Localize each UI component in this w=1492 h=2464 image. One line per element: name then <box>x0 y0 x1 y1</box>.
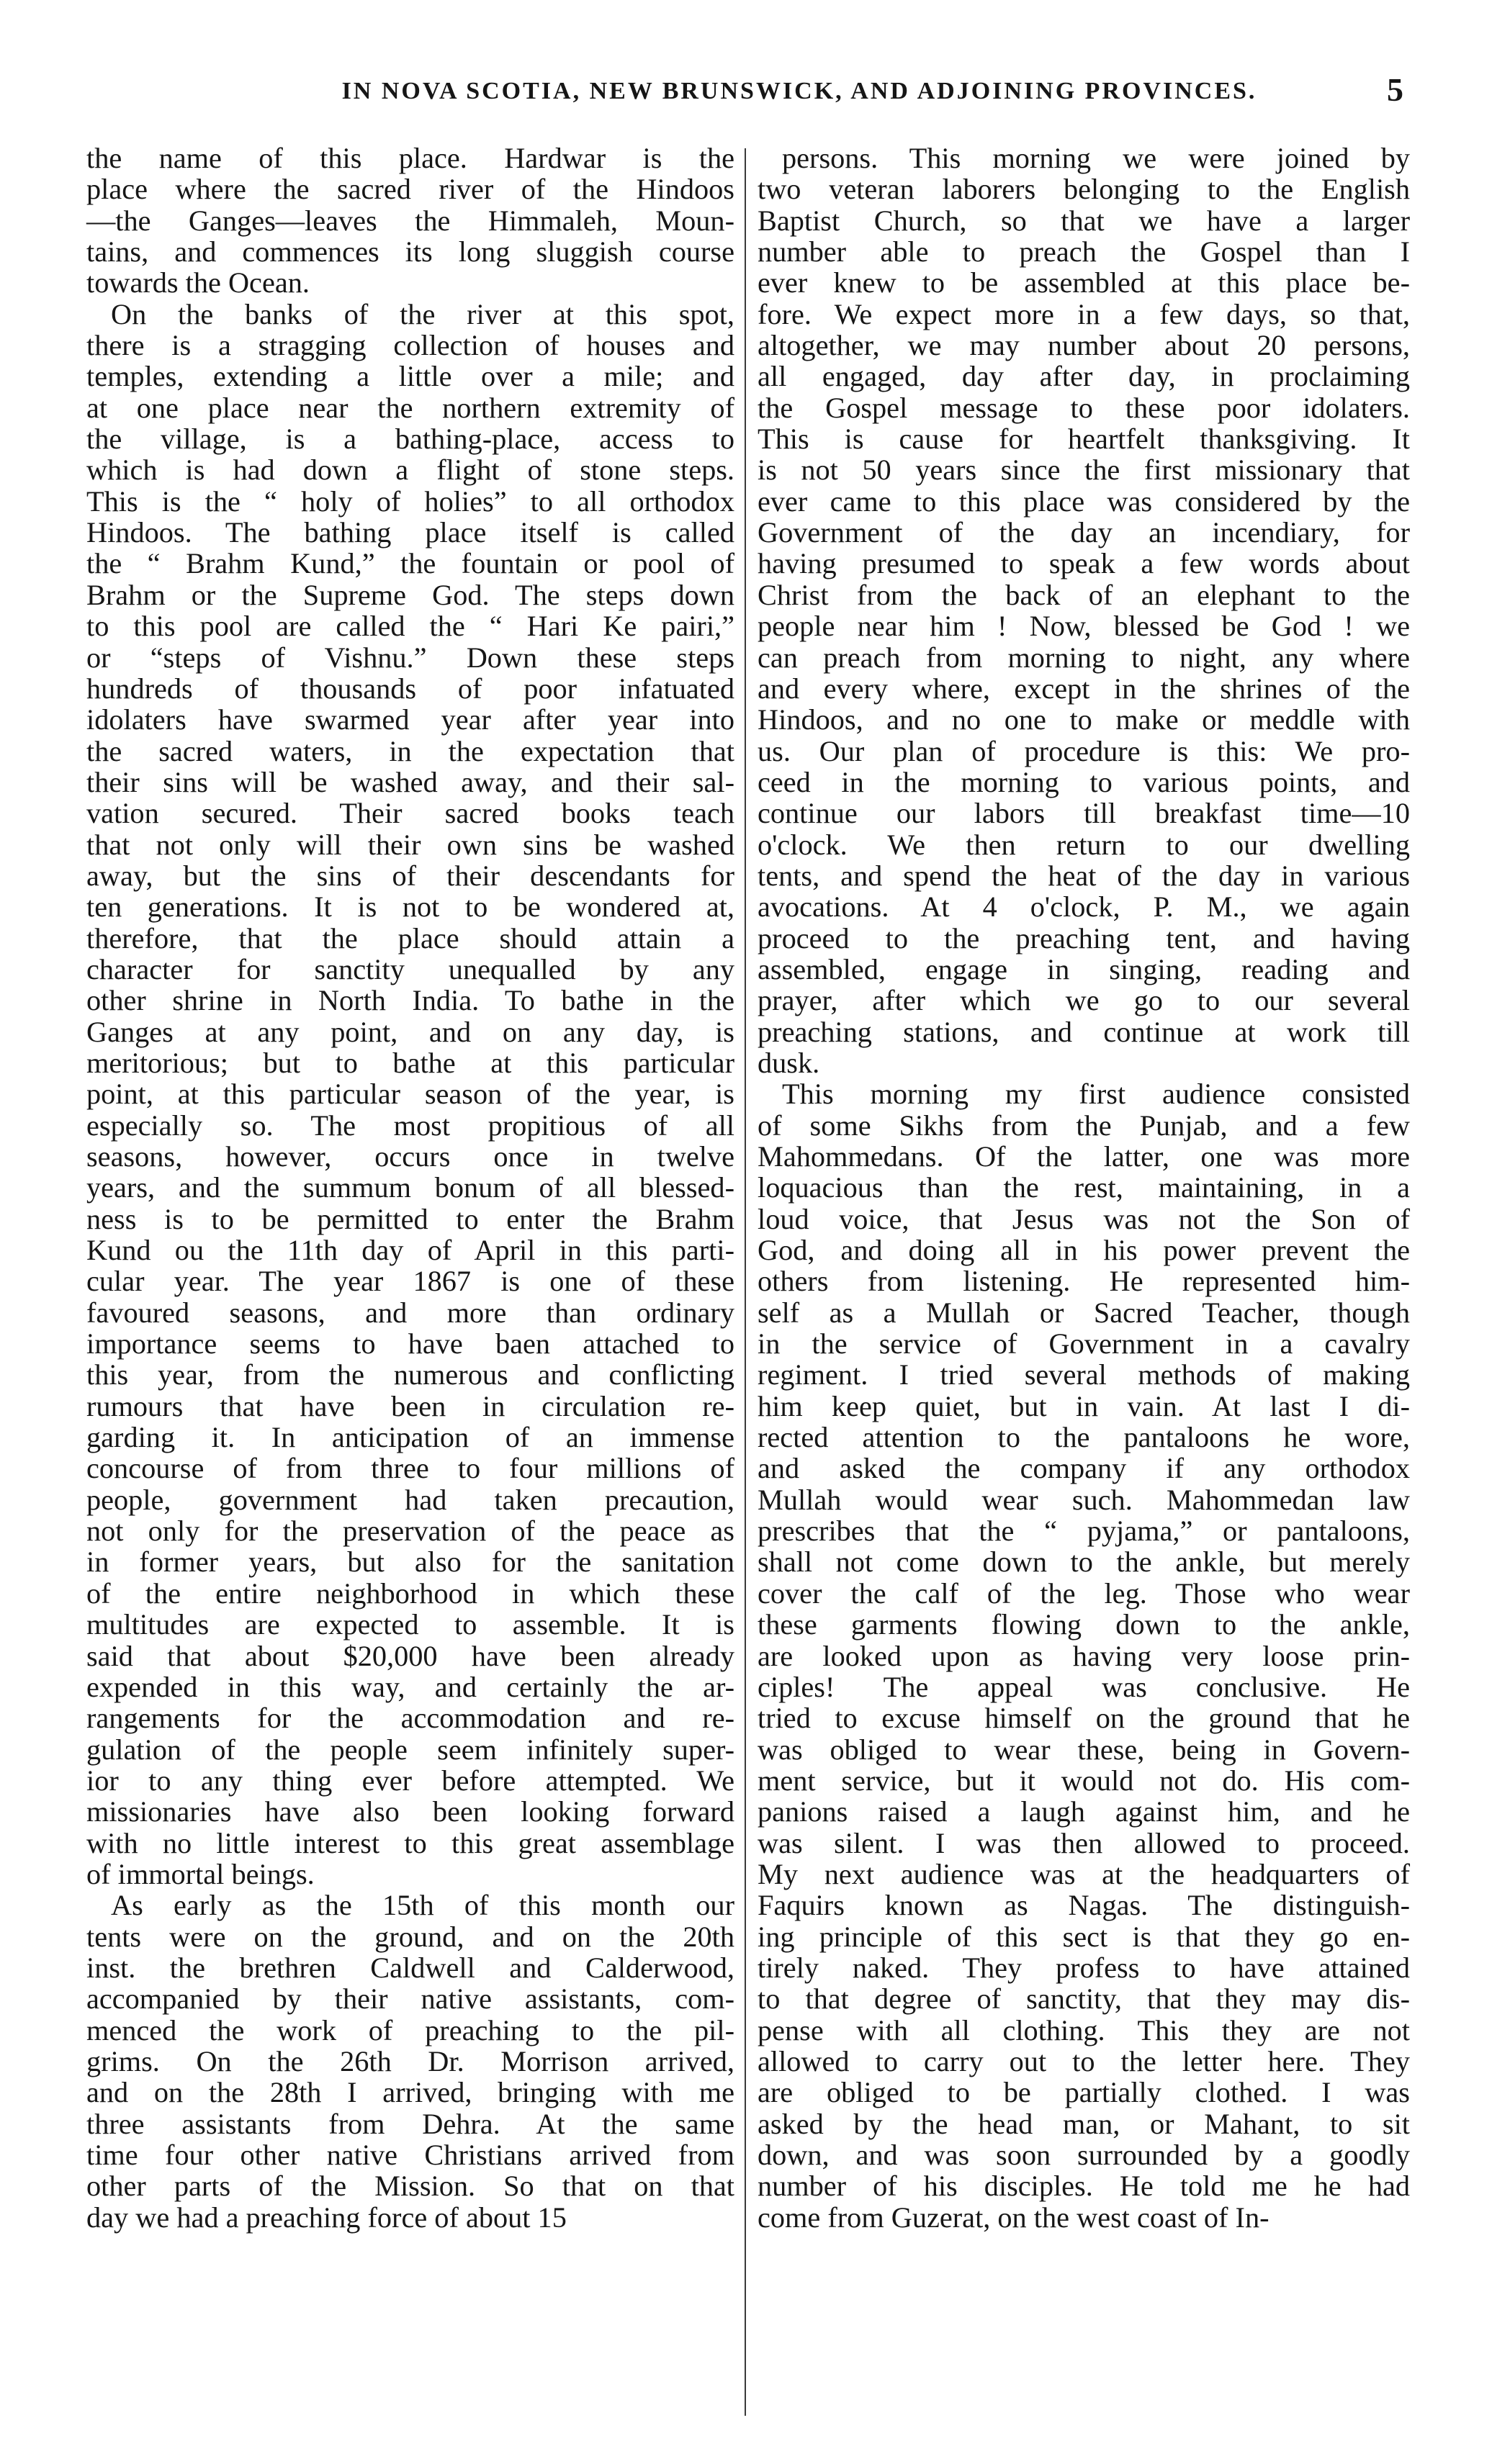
text-line: come from Guzerat, on the west coast of In- <box>758 2201 1269 2234</box>
text-line: pense with all clothing. This they are not <box>758 2013 1410 2046</box>
text-line: dusk. <box>758 1046 820 1079</box>
text-line: garding it. In anticipation of an immense <box>86 1421 734 1454</box>
text-line: the village, is a bathing-place, access to <box>86 423 734 456</box>
text-line: proceed to the preaching tent, and having <box>758 921 1410 955</box>
text-line: Baptist Church, so that we have a larger <box>758 204 1410 237</box>
text-line: ever knew to be assembled at this place be- <box>758 266 1410 299</box>
text-line: time four other native Christians arrived from <box>86 2139 734 2171</box>
text-line: importance seems to have baen attached to <box>86 1327 734 1360</box>
text-line: Brahm or the Supreme God. The steps down <box>86 578 734 611</box>
text-line: avocations. At 4 o'clock, P. M., we again <box>758 890 1410 924</box>
text-line: day we had a preaching force of about 15 <box>86 2201 567 2234</box>
text-line: vation secured. Their sacred books teach <box>86 797 734 830</box>
text-line: assembled, engage in singing, reading and <box>758 952 1410 985</box>
text-line: other parts of the Mission. So that on that <box>86 2170 734 2203</box>
text-line: him keep quiet, but in vain. At last I di- <box>758 1389 1410 1422</box>
text-line: having presumed to speak a few words about <box>758 547 1410 580</box>
text-line: rected attention to the pantaloons he wore, <box>758 1421 1410 1454</box>
text-line: tirely naked. They profess to have attained <box>758 1951 1410 1984</box>
text-line: cover the calf of the leg. Those who wear <box>758 1576 1410 1610</box>
text-line: of the entire neighborhood in which these <box>86 1576 734 1610</box>
running-head: IN NOVA SCOTIA, NEW BRUNSWICK, AND ADJOINING PROVINCES. <box>341 78 1257 104</box>
text-line: —the Ganges—leaves the Himmaleh, Moun- <box>86 204 734 237</box>
text-line: towards the Ocean. <box>86 266 310 299</box>
text-line: multitudes are expected to assemble. It is <box>86 1608 734 1641</box>
page-number: 5 <box>1387 71 1403 108</box>
text-line: us. Our plan of procedure is this: We pro- <box>758 734 1410 767</box>
text-line: ever came to this place was considered by the <box>758 484 1410 518</box>
text-line: Kund ou the 11th day of April in this parti- <box>86 1234 734 1267</box>
text-line: inst. the brethren Caldwell and Calderwood, <box>86 1951 734 1984</box>
text-line: Hindoos. The bathing place itself is called <box>86 516 734 549</box>
text-line: can preach from morning to night, any where <box>758 641 1410 674</box>
text-line: and asked the company if any orthodox <box>758 1452 1410 1485</box>
text-line: especially so. The most propitious of all <box>86 1109 734 1142</box>
text-line: the sacred waters, in the expectation that <box>86 734 734 767</box>
right-column <box>758 143 1410 2233</box>
text-line: persons. This morning we were joined by <box>782 142 1410 174</box>
text-line: ior to any thing ever before attempted. We <box>86 1764 734 1797</box>
text-line: there is a stragging collection of houses and <box>86 329 734 362</box>
text-line: which is had down a flight of stone steps. <box>86 453 734 487</box>
text-line: of immortal beings. <box>86 1857 315 1890</box>
text-line: prayer, after which we go to our several <box>758 984 1410 1017</box>
text-line: prescribes that the “ pyjama,” or pantaloons, <box>758 1515 1410 1548</box>
text-line: gulation of the people seem infinitely super- <box>86 1733 734 1766</box>
text-line: seasons, however, occurs once in twelve <box>86 1140 734 1173</box>
text-line: continue our labors till breakfast time—10 <box>758 797 1410 830</box>
text-line: Ganges at any point, and on any day, is <box>86 1015 734 1048</box>
text-line: ceed in the morning to various points, and <box>758 765 1410 798</box>
text-line: Hindoos, and no one to make or meddle with <box>758 703 1410 736</box>
text-line: is not 50 years since the first missionary that <box>758 453 1410 487</box>
text-line: with no little interest to this great assemblage <box>86 1826 734 1859</box>
text-line: not only for the preservation of the peace as <box>86 1515 734 1548</box>
text-line: are obliged to be partially clothed. I was <box>758 2076 1410 2109</box>
text-line: in the service of Government in a cavalry <box>758 1327 1410 1360</box>
text-line: o'clock. We then return to our dwelling <box>758 828 1410 861</box>
text-line: years, and the summum bonum of all blessed- <box>86 1171 734 1204</box>
text-line: or “steps of Vishnu.” Down these steps <box>86 641 734 674</box>
text-line: are looked upon as having very loose prin- <box>758 1639 1410 1672</box>
text-line: This morning my first audience consisted <box>782 1078 1410 1111</box>
text-line: other shrine in North India. To bathe in the <box>86 984 734 1017</box>
text-line: in former years, but also for the sanitation <box>86 1545 734 1579</box>
text-line: people near him ! Now, blessed be God ! we <box>758 610 1410 643</box>
text-line: On the banks of the river at this spot, <box>111 297 734 330</box>
text-line: point, at this particular season of the year, is <box>86 1078 734 1111</box>
text-line: loud voice, that Jesus was not the Son of <box>758 1202 1410 1235</box>
text-line: temples, extending a little over a mile; and <box>86 360 734 393</box>
text-line: was obliged to wear these, being in Govern- <box>758 1733 1410 1766</box>
text-line: fore. We expect more in a few days, so that, <box>758 297 1410 330</box>
text-line: loquacious than the rest, maintaining, in a <box>758 1171 1410 1204</box>
text-line: away, but the sins of their descendants for <box>86 859 734 892</box>
text-line: their sins will be washed away, and their sal- <box>86 765 734 798</box>
text-line: ment service, but it would not do. His com- <box>758 1764 1410 1797</box>
text-line: that not only will their own sins be washed <box>86 828 734 861</box>
text-line: allowed to carry out to the letter here. They <box>758 2044 1410 2077</box>
text-line: meritorious; but to bathe at this particular <box>86 1046 734 1079</box>
text-line: at one place near the northern extremity of <box>86 391 734 424</box>
text-line: Faquirs known as Nagas. The distinguish- <box>758 1889 1410 1922</box>
text-line: shall not come down to the ankle, but merely <box>758 1545 1410 1579</box>
text-line: ness is to be permitted to enter the Brahm <box>86 1202 734 1235</box>
text-line: three assistants from Dehra. At the same <box>86 2107 734 2140</box>
text-line: tents, and spend the heat of the day in various <box>758 859 1410 892</box>
text-line: said that about $20,000 have been already <box>86 1639 734 1672</box>
text-line: altogether, we may number about 20 persons, <box>758 329 1410 362</box>
text-line: menced the work of preaching to the pil- <box>86 2013 734 2046</box>
text-line: This is the “ holy of holies” to all orthodox <box>86 484 734 518</box>
paragraph <box>758 143 1410 1078</box>
text-line: hundreds of thousands of poor infatuated <box>86 672 734 705</box>
text-line: As early as the 15th of this month our <box>111 1889 734 1922</box>
paragraph <box>86 143 734 299</box>
text-line: preaching stations, and continue at work till <box>758 1015 1410 1048</box>
text-line: character for sanctity unequalled by any <box>86 952 734 985</box>
text-line: tains, and commences its long sluggish course <box>86 235 734 268</box>
text-line: rangements for the accommodation and re- <box>86 1702 734 1735</box>
text-line: God, and doing all in his power prevent the <box>758 1234 1410 1267</box>
text-line: to this pool are called the “ Hari Ke pairi,” <box>86 610 734 643</box>
text-line: grims. On the 26th Dr. Morrison arrived, <box>86 2044 734 2077</box>
text-line: regiment. I tried several methods of making <box>758 1358 1410 1391</box>
text-line: and on the 28th I arrived, bringing with me <box>86 2076 734 2109</box>
text-line: favoured seasons, and more than ordinary <box>86 1296 734 1329</box>
text-line: self as a Mullah or Sacred Teacher, though <box>758 1296 1410 1329</box>
text-line: missionaries have also been looking forward <box>86 1795 734 1828</box>
left-column <box>86 143 734 2233</box>
text-line: therefore, that the place should attain a <box>86 921 734 955</box>
text-line: asked by the head man, or Mahant, to sit <box>758 2107 1410 2140</box>
text-line: Christ from the back of an elephant to the <box>758 578 1410 611</box>
text-line: all engaged, day after day, in proclaiming <box>758 360 1410 393</box>
text-line: cular year. The year 1867 is one of these <box>86 1265 734 1298</box>
text-line: was silent. I was then allowed to proceed. <box>758 1826 1410 1859</box>
text-line: Government of the day an incendiary, for <box>758 516 1410 549</box>
text-line: ciples! The appeal was conclusive. He <box>758 1670 1410 1703</box>
text-line: This is cause for heartfelt thanksgiving. It <box>758 423 1410 456</box>
text-line: this year, from the numerous and conflicting <box>86 1358 734 1391</box>
text-line: down, and was soon surrounded by a goodly <box>758 2139 1410 2171</box>
text-line: Mullah would wear such. Mahommedan law <box>758 1483 1410 1516</box>
text-line: idolaters have swarmed year after year into <box>86 703 734 736</box>
text-line: others from listening. He represented him- <box>758 1265 1410 1298</box>
text-line: the name of this place. Hardwar is the <box>86 142 734 174</box>
column-divider <box>745 148 746 2416</box>
text-line: the Gospel message to these poor idolaters. <box>758 391 1410 424</box>
text-line: expended in this way, and certainly the ar- <box>86 1670 734 1703</box>
text-line: people, government had taken precaution, <box>86 1483 734 1516</box>
paragraph <box>86 299 734 1890</box>
text-line: Mahommedans. Of the latter, one was more <box>758 1140 1410 1173</box>
text-line: number of his disciples. He told me he had <box>758 2170 1410 2203</box>
text-line: panions raised a laugh against him, and he <box>758 1795 1410 1828</box>
text-line: ing principle of this sect is that they go en- <box>758 1920 1410 1953</box>
text-line: the “ Brahm Kund,” the fountain or pool of <box>86 547 734 580</box>
text-line: two veteran laborers belonging to the English <box>758 173 1410 206</box>
text-line: tents were on the ground, and on the 20th <box>86 1920 734 1953</box>
text-line: tried to excuse himself on the ground that he <box>758 1702 1410 1735</box>
text-line: number able to preach the Gospel than I <box>758 235 1410 268</box>
text-line: rumours that have been in circulation re- <box>86 1389 734 1422</box>
text-line: place where the sacred river of the Hindoos <box>86 173 734 206</box>
text-line: these garments flowing down to the ankle, <box>758 1608 1410 1641</box>
paragraph <box>86 1890 734 2233</box>
text-line: ten generations. It is not to be wondered at, <box>86 890 734 924</box>
text-line: of some Sikhs from the Punjab, and a few <box>758 1109 1410 1142</box>
text-line: concourse of from three to four millions of <box>86 1452 734 1485</box>
text-line: to that degree of sanctity, that they may dis- <box>758 1982 1410 2016</box>
text-line: and every where, except in the shrines of the <box>758 672 1410 705</box>
text-line: My next audience was at the headquarters of <box>758 1857 1410 1890</box>
paragraph <box>758 1078 1410 2233</box>
text-line: accompanied by their native assistants, com- <box>86 1982 734 2016</box>
